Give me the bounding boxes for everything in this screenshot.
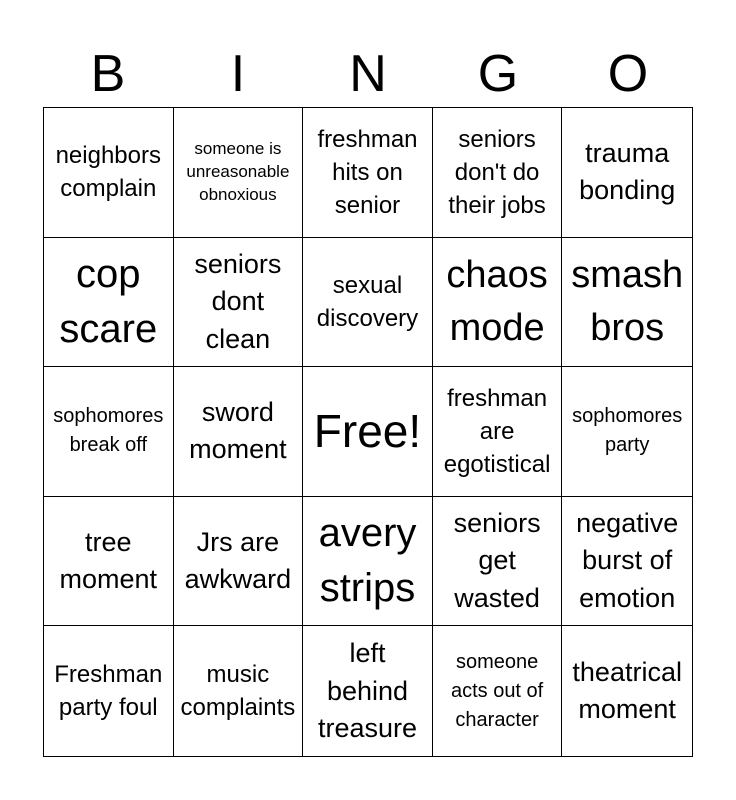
bingo-cell[interactable] <box>433 497 563 627</box>
header-letter-i: I <box>230 45 246 103</box>
bingo-cell-label: left behind treasure <box>317 638 418 743</box>
bingo-cell[interactable] <box>174 626 304 756</box>
bingo-cell-label: music complaints <box>180 661 296 722</box>
header-letter-o: O <box>607 45 649 103</box>
bingo-cell[interactable] <box>44 497 174 627</box>
bingo-cell[interactable] <box>303 238 433 368</box>
bingo-cell[interactable] <box>303 497 433 627</box>
bingo-cell[interactable] <box>562 367 692 497</box>
bingo-cell-label: tree moment <box>59 526 158 595</box>
bingo-cell[interactable] <box>174 238 304 368</box>
bingo-cell[interactable] <box>44 238 174 368</box>
bingo-cell[interactable] <box>433 108 563 238</box>
bingo-cell[interactable] <box>174 497 304 627</box>
bingo-cell[interactable] <box>303 626 433 756</box>
bingo-cell-label: smash bros <box>571 254 684 349</box>
bingo-cell[interactable] <box>174 108 304 238</box>
bingo-cell[interactable] <box>562 238 692 368</box>
header-letter-g: G <box>477 45 519 103</box>
bingo-cell-label: sexual discovery <box>316 271 419 332</box>
bingo-cell-label: theatrical moment <box>572 656 682 725</box>
header-letter-n: N <box>349 45 387 103</box>
bingo-cell[interactable] <box>433 238 563 368</box>
bingo-cell[interactable] <box>433 367 563 497</box>
bingo-header <box>43 40 693 108</box>
bingo-cell[interactable] <box>44 626 174 756</box>
bingo-cell-label: avery strips <box>318 510 417 611</box>
bingo-cell-label: sophomores party <box>572 405 683 457</box>
bingo-cell-label: chaos mode <box>446 254 548 349</box>
header-letter-b: B <box>90 45 126 103</box>
bingo-cell-label: freshman hits on senior <box>317 125 418 219</box>
bingo-cell[interactable] <box>44 367 174 497</box>
bingo-cell-label: seniors get wasted <box>453 508 541 613</box>
bingo-cell[interactable] <box>44 108 174 238</box>
bingo-cell-label: negative burst of emotion <box>576 508 679 613</box>
bingo-cell[interactable] <box>562 497 692 627</box>
bingo-board <box>43 107 693 757</box>
bingo-cell-label: trauma bonding <box>579 138 676 206</box>
bingo-cell-label: seniors dont clean <box>194 249 282 354</box>
bingo-cell-label: seniors don't do their jobs <box>448 125 546 219</box>
bingo-cell-label: someone is unreasonable obnoxious <box>186 138 290 204</box>
bingo-cell-label: sword moment <box>189 397 287 465</box>
bingo-cell-label: Free! <box>313 404 422 457</box>
bingo-cell-label: neighbors complain <box>55 142 161 203</box>
bingo-cell-label: Jrs are awkward <box>184 526 292 595</box>
bingo-cell-label: freshman are egotistical <box>443 384 551 479</box>
bingo-cell-free[interactable] <box>303 367 433 497</box>
bingo-cell[interactable] <box>433 626 563 756</box>
bingo-cell[interactable] <box>562 108 692 238</box>
bingo-cell[interactable] <box>562 626 692 756</box>
bingo-cell-label: sophomores break off <box>53 405 164 457</box>
bingo-cell[interactable] <box>174 367 304 497</box>
bingo-cell-label: someone acts out of character <box>450 650 544 731</box>
bingo-cell-label: cop scare <box>59 251 158 351</box>
bingo-cell[interactable] <box>303 108 433 238</box>
bingo-cell-label: Freshman party foul <box>54 661 163 722</box>
